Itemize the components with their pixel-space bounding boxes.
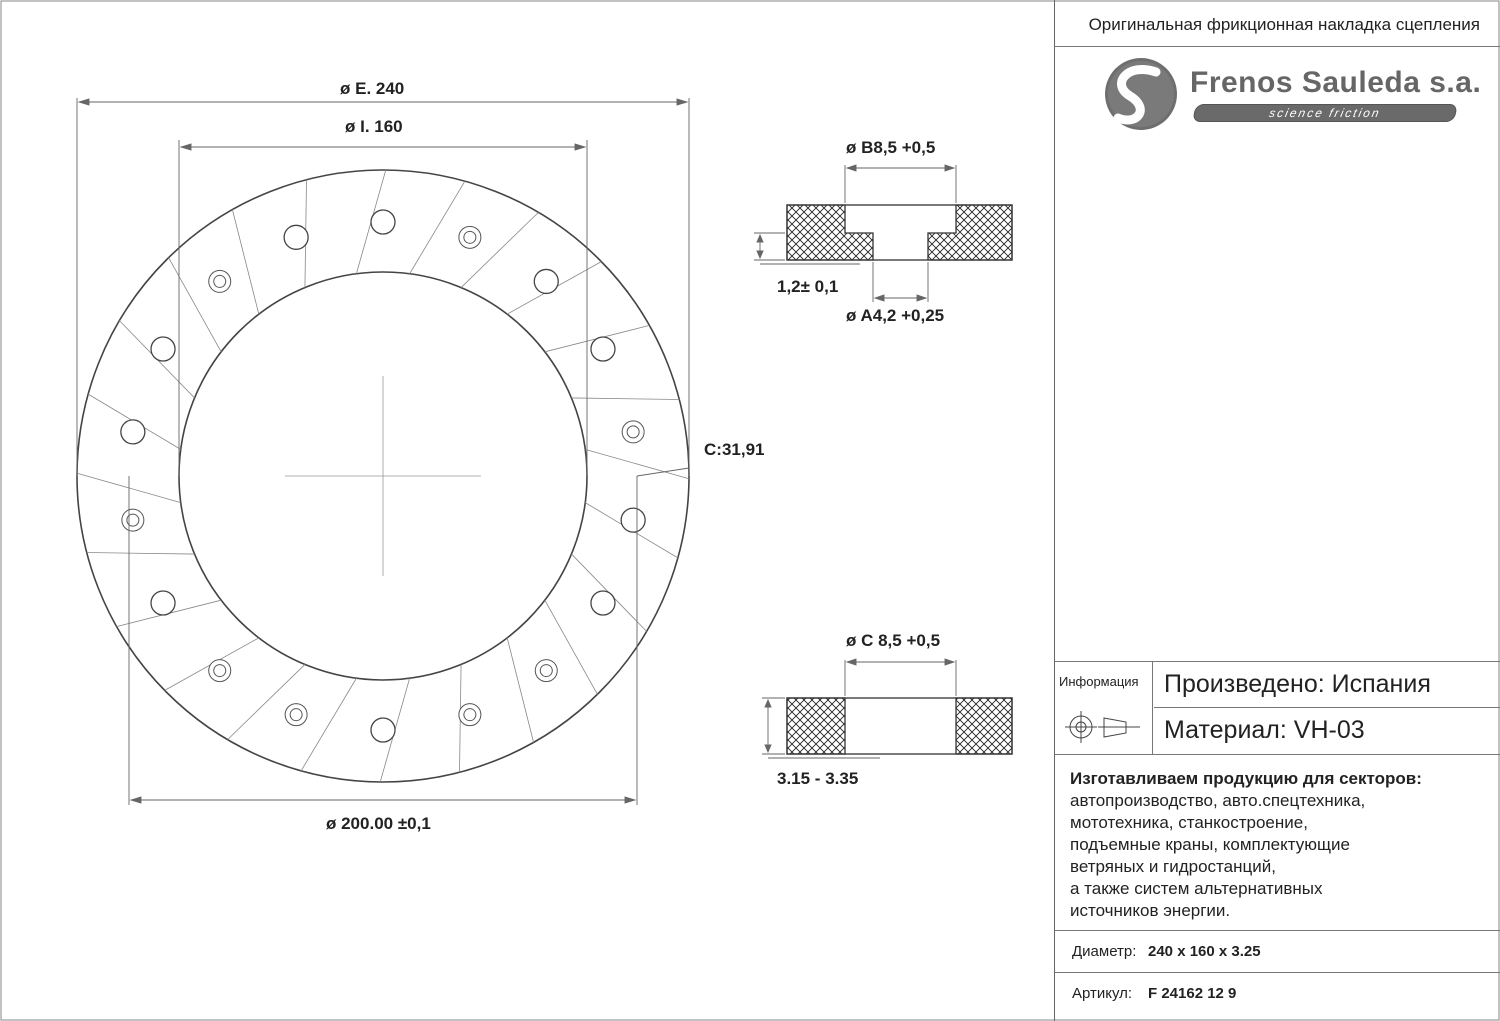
- page-title: Оригинальная фрикционная накладка сцепления: [1088, 15, 1480, 34]
- small-hole-label: ø A4,2 +0,25: [846, 306, 945, 325]
- material-row: [1154, 707, 1500, 753]
- rivet-hole: [284, 225, 308, 249]
- panel-header: [1054, 0, 1500, 47]
- rivet-hole: [534, 269, 558, 293]
- disc-groove: [461, 212, 538, 287]
- sectors-title: Изготавливаем продукцию для секторов:: [1070, 769, 1422, 788]
- disc-groove: [410, 181, 465, 274]
- rivet-hole: [371, 210, 395, 234]
- rivet-hole: [371, 718, 395, 742]
- sectors-line: ветряных и гидростанций,: [1070, 857, 1276, 876]
- sectors-line: подъемные краны, комплектующие: [1070, 835, 1350, 854]
- counterbore-label: ø B8,5 +0,5: [846, 138, 936, 157]
- countersunk-hole: [285, 704, 307, 726]
- info-cell: [1054, 662, 1153, 754]
- info-label: Информация: [1059, 674, 1139, 689]
- article-label: Артикул:: [1072, 985, 1133, 1002]
- countersunk-hole: [209, 270, 231, 292]
- rivet-hole: [121, 420, 145, 444]
- disc-groove: [545, 600, 598, 694]
- countersunk-hole: [209, 660, 231, 682]
- diameter-label: Диаметр:: [1072, 943, 1137, 960]
- material-text: Материал: VH-03: [1164, 716, 1365, 744]
- depth-label: 1,2± 0,1: [777, 277, 839, 296]
- made-in-row: [1154, 661, 1500, 708]
- rivet-hole: [591, 591, 615, 615]
- brand-slogan: science friction: [1192, 104, 1458, 122]
- rivet-hole: [151, 591, 175, 615]
- countersunk-hole: [535, 660, 557, 682]
- article-value: F 24162 12 9: [1148, 985, 1237, 1002]
- disc-groove: [301, 678, 356, 771]
- clutch-disc: [77, 170, 689, 782]
- disc-groove: [507, 638, 533, 743]
- rivet-hole: [151, 337, 175, 361]
- disc-groove: [232, 210, 258, 315]
- sectors-line: а также систем альтернативных: [1070, 879, 1323, 898]
- sectors-line: мототехника, станкостроение,: [1070, 813, 1308, 832]
- sectors-line: источников энергии.: [1070, 901, 1231, 920]
- countersunk-hole: [622, 421, 644, 443]
- rivet-hole: [621, 508, 645, 532]
- disc-groove: [585, 449, 689, 478]
- made-in-text: Произведено: Испания: [1164, 670, 1431, 698]
- hole-c-label: ø C 8,5 +0,5: [846, 631, 941, 650]
- article-row: [1054, 972, 1500, 1013]
- disc-groove: [169, 258, 222, 352]
- sectors-line: автопроизводство, авто.спецтехника,: [1070, 791, 1366, 810]
- diameter-row: [1054, 930, 1500, 971]
- inner-diameter-label: ø I. 160: [345, 117, 403, 136]
- chamfer-label: C:31,91: [704, 440, 765, 459]
- sectors-description: [1070, 768, 1422, 922]
- diameter-value: 240 x 160 x 3.25: [1148, 943, 1261, 960]
- thickness-label: 3.15 - 3.35: [777, 769, 859, 788]
- rivet-hole: [591, 337, 615, 361]
- bolt-circle-label: ø 200.00 ±0,1: [326, 814, 431, 833]
- countersunk-hole: [459, 704, 481, 726]
- outer-diameter-label: ø E. 240: [340, 79, 405, 98]
- countersunk-hole: [122, 509, 144, 531]
- disc-groove: [571, 398, 679, 400]
- countersunk-hole: [459, 226, 481, 248]
- brand-name: Frenos Sauleda s.a.: [1190, 66, 1482, 99]
- section-bottom: [762, 659, 1012, 758]
- disc-groove: [228, 664, 305, 739]
- disc-groove: [87, 553, 195, 555]
